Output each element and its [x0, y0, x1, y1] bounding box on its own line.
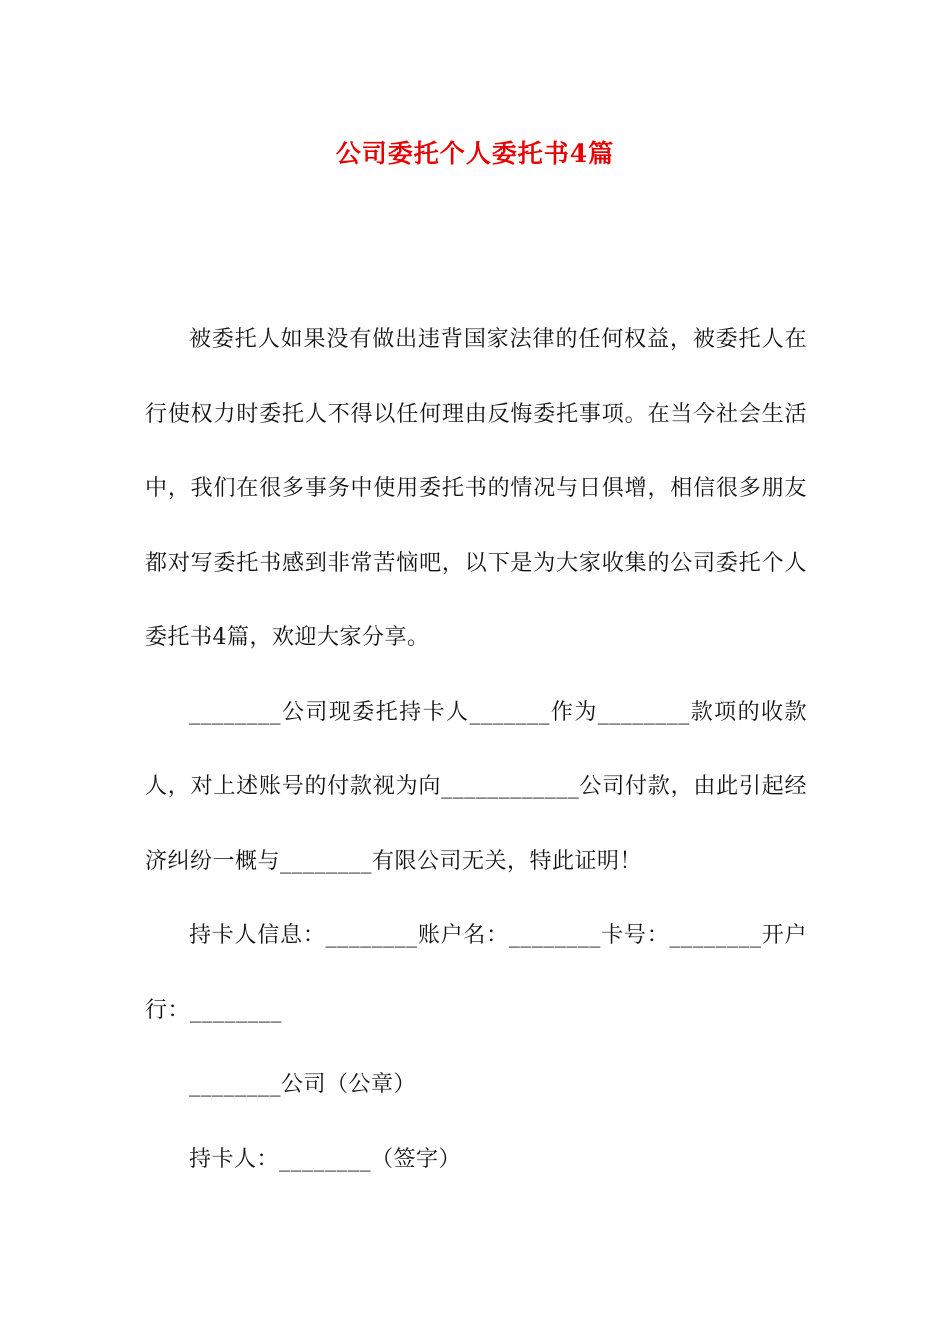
cardholder-info-paragraph: 持卡人信息：________账户名：________卡号：________开户行：________: [145, 923, 807, 1023]
delegation-paragraph: ________公司现委托持卡人_______作为________款项的收款人，对上述账号的付款视为向____________公司付款，由此引起经济纠纷一概与________有限公司无关，特此证明！: [145, 699, 807, 874]
company-seal-line: ________公司（公章）: [189, 1072, 417, 1097]
document-title: 公司委托个人委托书4篇: [335, 139, 615, 168]
document-body: [145, 303, 807, 1197]
intro-paragraph: 被委托人如果没有做出违背国家法律的任何权益，被委托人在行使权力时委托人不得以任何理由反悔委托事项。在当今社会生活中，我们在很多事务中使用委托书的情况与日俱增，相信很多朋友都对写委托书感到非常苦恼吧，以下是为大家收集的公司委托个人委托书4篇，欢迎大家分享。: [145, 327, 807, 650]
cardholder-signature-line: 持卡人：________（签字）: [189, 1146, 462, 1172]
